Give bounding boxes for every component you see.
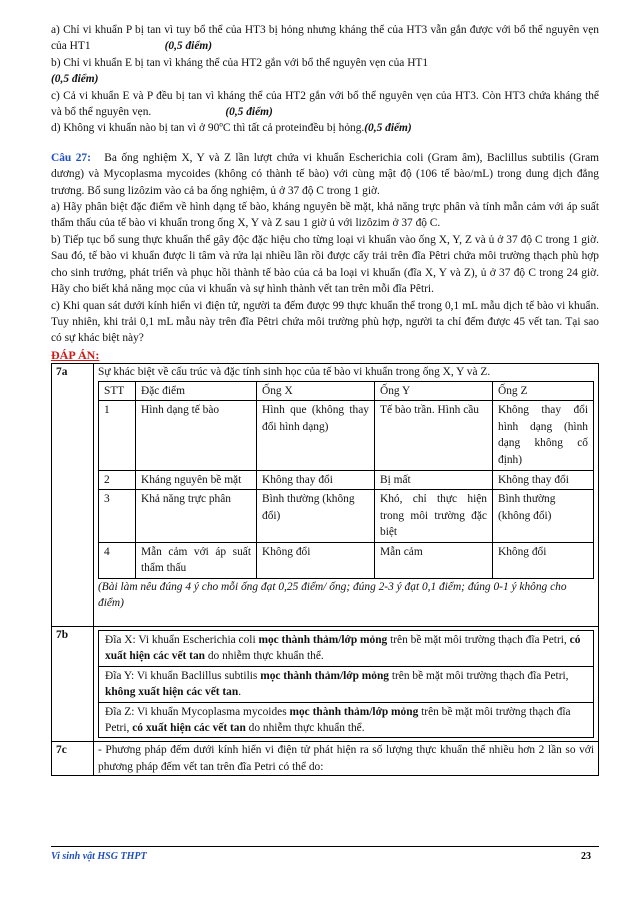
cell: Tế bào trần. Hình cầu bbox=[375, 401, 493, 470]
intro-a: a) Chỉ vi khuẩn P bị tan vì tuy bổ thể của HT3 bị hỏng nhưng kháng thể của HT3 vẫn gắn được với bổ thể nguyên vẹn của HT1 (0,5 điểm) bbox=[51, 24, 599, 53]
intro-d: d) Không vi khuẩn nào bị tan vì ở 90ºC thì tất cả proteinđều bị hỏng.(0,5 điểm) bbox=[51, 122, 412, 135]
petri-dish-x: Đĩa X: Vi khuẩn Escherichia coli mọc thành thảm/lớp mỏng trên bề mặt môi trường thạch đĩa Petri, có xuất hiện các vết tan do nhiễm thực khuẩn thể. bbox=[99, 630, 594, 666]
answer-row-7b bbox=[52, 626, 599, 741]
cell: Không thay đổi hình dạng (hình dạng không cố định) bbox=[493, 401, 594, 470]
petri-dish-z: Đĩa Z: Vi khuẩn Mycoplasma mycoides mọc thành thảm/lớp mỏng trên bề mặt môi trường thạch đĩa Petri, có xuất hiện các vết tan do nhiễm thực khuẩn thể. bbox=[99, 702, 594, 738]
row-label-7c: 7c bbox=[52, 742, 94, 776]
cell: Bình thường (không đổi) bbox=[257, 490, 375, 543]
comparison-row bbox=[99, 470, 594, 490]
cell: Mẫn cảm bbox=[375, 542, 493, 578]
cell: 4 bbox=[99, 542, 136, 578]
row-label-7a: 7a bbox=[52, 364, 94, 627]
row-content-7c: - Phương pháp đếm dưới kính hiển vi điện tử phát hiện ra số lượng thực khuẩn thể nhiều hơn 2 lần so với phương pháp đếm vết tan trên đĩa Petri có thể do: bbox=[94, 742, 599, 776]
cell: Không thay đổi bbox=[257, 470, 375, 490]
page-number: 23 bbox=[581, 851, 591, 862]
cell: 3 bbox=[99, 490, 136, 543]
question-part-c: c) Khi quan sát dưới kính hiển vi điện tử, người ta đếm được 99 thực khuẩn thể trong 0,1 mL mẫu dịch tế bào vi khuẩn. Tuy nhiên, khi trải 0,1 mL mẫu này trên đĩa Pêtri chứa môi trường phù hợp, người ta chỉ đếm được 45 vết tan. Tại sao có sự khác biệt này? bbox=[51, 299, 599, 345]
comparison-table bbox=[98, 381, 594, 580]
cell: 2 bbox=[99, 470, 136, 490]
petri-dish-y: Đĩa Y: Vi khuẩn Baclillus subtilis mọc thành thảm/lớp mỏng trên bề mặt môi trường thạch đĩa Petri, không xuất hiện các vết tan. bbox=[99, 666, 594, 702]
cell: Khả năng trực phân bbox=[136, 490, 257, 543]
cell: Không đổi bbox=[257, 542, 375, 578]
question-part-b: b) Tiếp tục bổ sung thực khuẩn thể gây độc đặc hiệu cho từng loại vi khuẩn vào ống X, Y, Z và ủ ở 37 độ C trong 1 giờ. Sau đó, tế bào vi khuẩn được li tâm và rửa lại nhiều lần rồi được cấy trải trên đĩa Pêtri chứa môi trường thạch phù hợp cho sinh trưởng, phát triển và phục hồi thành tế bào của cả ba loại vi khuẩn (đĩa X, Y và Z), ủ ở 37 độ C trong 24 giờ. Hãy cho biết khả năng mọc của vi khuẩn và sự hình thành vết tan trên mỗi đĩa Pêtri. bbox=[51, 233, 599, 296]
row-7a-heading: Sự khác biệt về cấu trúc và đặc tính sinh học của tế bào vi khuẩn trong ống X, Y và Z. bbox=[98, 366, 491, 379]
cell: Bị mất bbox=[375, 470, 493, 490]
cell: Hình que (không thay đổi hình dạng) bbox=[257, 401, 375, 470]
document-page bbox=[51, 22, 599, 776]
col-header-tube-y: Ống Y bbox=[375, 381, 493, 401]
cell: Bình thường (không đổi) bbox=[493, 490, 594, 543]
cell: Không thay đổi bbox=[493, 470, 594, 490]
col-header-tube-z: Ống Z bbox=[493, 381, 594, 401]
col-header-tube-x: Ống X bbox=[257, 381, 375, 401]
comparison-row bbox=[99, 542, 594, 578]
answer-row-7a bbox=[52, 364, 599, 627]
scoring-note: (Bài làm nêu đúng 4 ý cho mỗi ống đạt 0,25 điểm/ ống; đúng 2-3 ý đạt 0,1 điểm; đúng 0-1 ý không cho điểm) bbox=[98, 581, 567, 610]
page-footer bbox=[51, 846, 599, 862]
answer-table bbox=[51, 363, 599, 776]
cell: Kháng nguyên bề mặt bbox=[136, 470, 257, 490]
cell: Khó, chỉ thực hiện trong môi trường đặc biệt bbox=[375, 490, 493, 543]
col-header-feature: Đặc điểm bbox=[136, 381, 257, 401]
question-title: Câu 27: bbox=[51, 151, 91, 164]
comparison-row bbox=[99, 490, 594, 543]
comparison-row bbox=[99, 401, 594, 470]
intro-b: b) Chỉ vi khuẩn E bị tan vì kháng thể của HT2 gắn với bổ thể nguyên vẹn của HT1 bbox=[51, 56, 429, 69]
col-header-stt: STT bbox=[99, 381, 136, 401]
answer-heading: ĐÁP ÁN: bbox=[51, 347, 100, 362]
row-content-7b bbox=[94, 626, 599, 741]
footer-title: Vi sinh vật HSG THPT bbox=[51, 851, 147, 862]
comparison-header-row bbox=[99, 381, 594, 401]
cell: Hình dạng tế bào bbox=[136, 401, 257, 470]
answer-row-7c bbox=[52, 742, 599, 776]
question-part-a: a) Hãy phân biệt đặc điểm về hình dạng tế bào, kháng nguyên bề mặt, khả năng trực phân và tính mẫn cảm với áp suất thẩm thấu của tế bào vi khuẩn trong ống X, Y và Z sau 1 giờ ủ với lizôzim ở 37 độ C. bbox=[51, 201, 599, 230]
cell: 1 bbox=[99, 401, 136, 470]
cell: Không đổi bbox=[493, 542, 594, 578]
intro-b-score: (0,5 điểm) bbox=[51, 73, 99, 86]
question-27: Câu 27: Ba ống nghiệm X, Y và Z lần lượt chứa vi khuẩn Escherichia coli (Gram âm), Baclillus subtilis (Gram dương) và Mycoplasma mycoides (không có thành tế bào) với cùng mật độ (106 tế bào/mL) trong dung dịch đẳng trương. Bổ sung lizôzim vào cả ba ống nghiệm, ủ ở 37 độ C trong 1 giờ. bbox=[51, 151, 599, 197]
petri-results bbox=[98, 630, 594, 738]
cell: Mẫn cảm với áp suất thẩm thấu bbox=[136, 542, 257, 578]
intro-c: c) Cả vi khuẩn E và P đều bị tan vì kháng thể của HT2 gắn với bổ thể nguyên vẹn của HT3. Còn HT3 chứa kháng thể và bổ thể nguyên vẹn. (0,5 điểm) bbox=[51, 89, 599, 119]
row-label-7b: 7b bbox=[52, 626, 94, 741]
row-content-7a bbox=[94, 364, 599, 627]
